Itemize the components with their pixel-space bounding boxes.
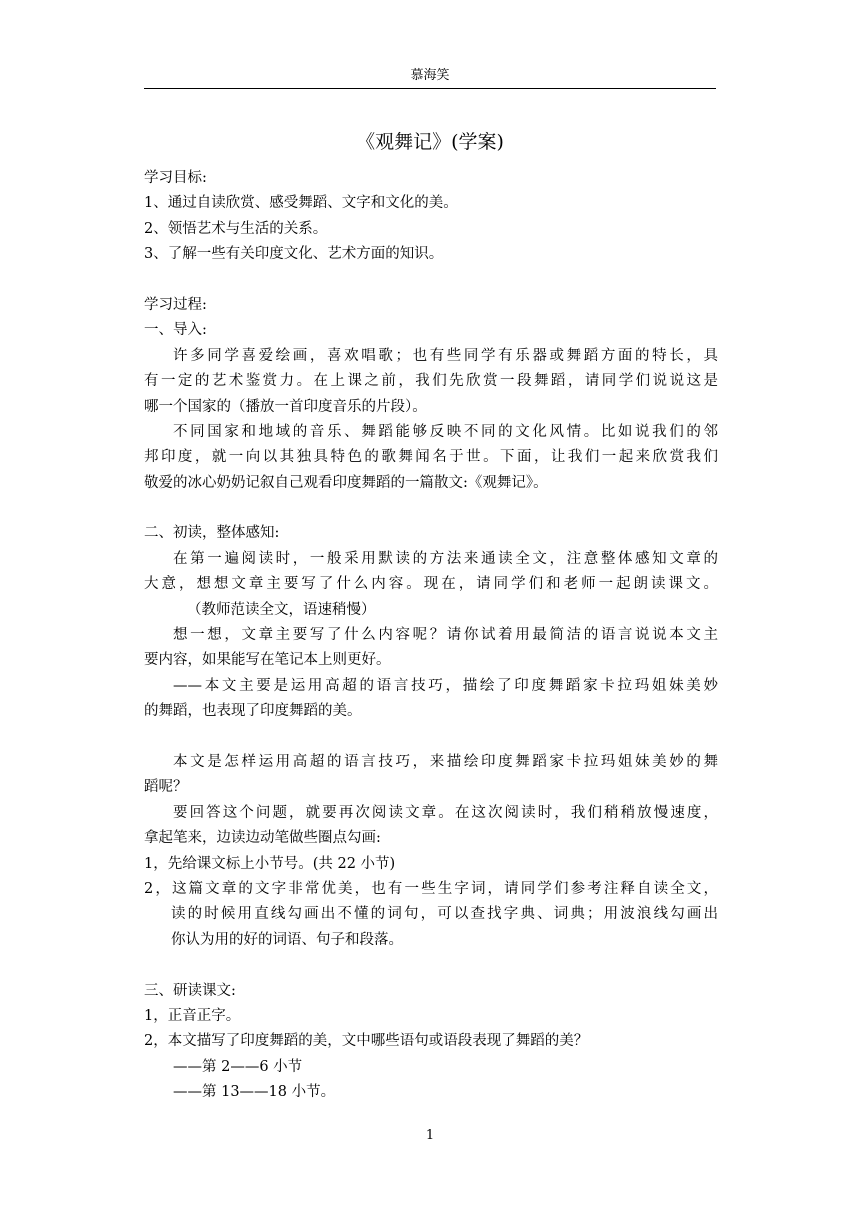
page-number: 1 [425,1128,435,1143]
text-line: 敬爱的冰心奶奶记叙自己观看印度舞蹈的一篇散文:《观舞记》。 [144,474,548,491]
blank-line [144,953,718,978]
text-line: 不同国家和地域的音乐、舞蹈能够反映不同的文化风情。比如说我们的邻 [173,423,718,440]
text-line: 要内容，如果能写在笔记本上则更好。 [144,652,391,669]
text-line: 的舞蹈，也表现了印度舞蹈的美。 [144,703,362,720]
text-line: 许多同学喜爱绘画，喜欢唱歌；也有些同学有乐器或舞蹈方面的特长，具 [173,347,718,364]
document-body [144,166,718,1105]
text-line: 2，这篇文章的文字非常优美，也有一些生字词，请同学们参考注释自读全文， [144,880,718,897]
header-divider [144,88,716,89]
text-line: 有一定的艺术鉴赏力。在上课之前，我们先欣赏一段舞蹈，请同学们说说这是 [144,373,718,390]
text-line: 3、了解一些有关印度文化、艺术方面的知识。 [144,246,444,263]
text-line: 邦印度，就一向以其独具特色的歌舞闻名于世。下面，让我们一起来欣赏我们 [144,449,718,466]
text-line: 一、导入: [144,322,207,339]
text-line: 在第一遍阅读时，一般采用默读的方法来通读全文，注意整体感知文章的 [173,550,718,567]
text-line: 想一想，文章主要写了什么内容呢？请你试着用最简洁的语言说说本文主 [173,627,718,644]
text-line: 大意，想想文章主要写了什么内容。现在，请同学们和老师一起朗读课文。 [144,576,718,593]
text-line: 1，先给课文标上小节号。(共 22 小节) [144,855,396,872]
text-line: ——本文主要是运用高超的语言技巧，描绘了印度舞蹈家卡拉玛姐妹美妙 [173,677,718,694]
text-line: （教师范读全文，语速稍慢） [187,601,376,618]
text-line: 你认为用的好的词语、句子和段落。 [171,931,403,948]
page-header: 慕海笑 [410,68,450,83]
text-line: 二、初读，整体感知: [144,525,280,542]
text-line: 本文是怎样运用高超的语言技巧，来描绘印度舞蹈家卡拉玛姐妹美妙的舞 [173,753,718,770]
text-line: 学习目标: [144,170,207,186]
text-line: 要回答这个问题，就要再次阅读文章。在这次阅读时，我们稍稍放慢速度， [173,804,718,821]
document-title: 《观舞记》(学案) [356,131,504,153]
text-line: ——第 2——6 小节 [173,1058,303,1075]
text-line: 1、通过自读欣赏、感受舞蹈、文字和文化的美。 [144,195,458,212]
blank-line [144,496,718,521]
blank-line [144,268,718,293]
text-line: 读的时候用直线勾画出不懂的词句，可以查找字典、词典；用波浪线勾画出 [171,906,718,923]
blank-line [144,725,718,750]
text-line: 三、研读课文: [144,982,236,999]
text-line: 1，正音正字。 [144,1007,241,1024]
text-line: ——第 13——18 小节。 [173,1084,336,1101]
text-line: 2，本文描写了印度舞蹈的美，文中哪些语句或语段表现了舞蹈的美？ [144,1033,589,1050]
text-line: 哪一个国家的（播放一首印度音乐的片段）。 [144,398,427,415]
text-line: 拿起笔来，边读边动笔做些圈点勾画: [144,830,381,847]
text-line: 学习过程: [144,296,207,313]
text-line: 蹈呢？ [144,779,188,796]
text-line: 2、领悟艺术与生活的关系。 [144,220,328,237]
